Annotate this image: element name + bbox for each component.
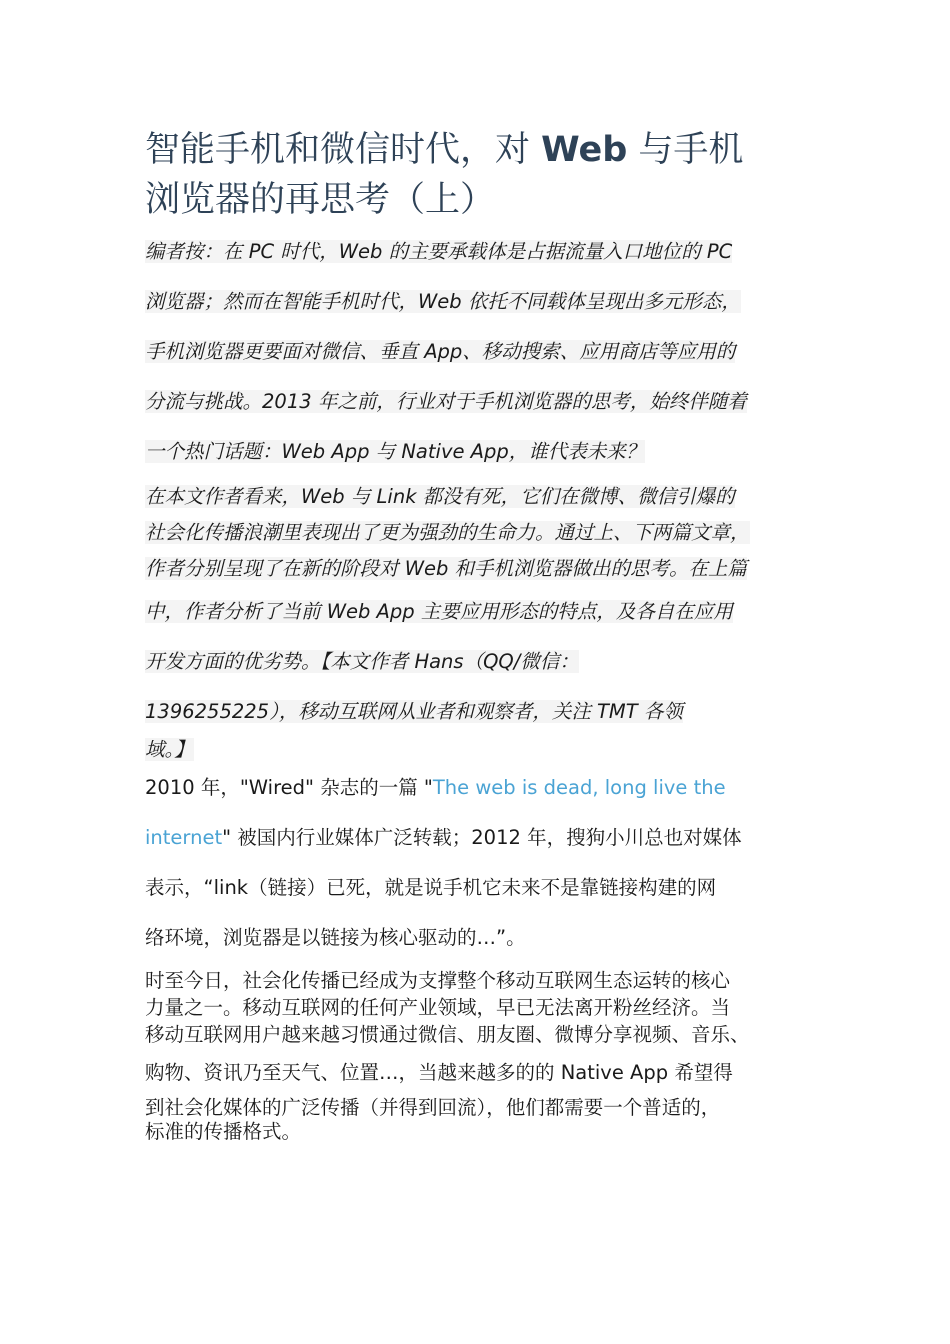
text-line: 编者按：在 PC 时代，Web 的主要承载体是占据流量入口地位的 PC — [145, 240, 733, 263]
social-paragraph — [145, 967, 817, 1145]
text-line: internet" 被国内行业媒体广泛转载；2012 年，搜狗小川总也对媒体 — [145, 826, 742, 849]
text-line: 域。】 — [145, 738, 194, 761]
text-line: 标准的传播格式。 — [145, 1120, 302, 1143]
text-line: 时至今日，社会化传播已经成为支撑整个移动互联网生态运转的核心 — [145, 969, 731, 992]
page-title — [145, 125, 817, 225]
text-line: 到社会化媒体的广泛传播（并得到回流），他们都需要一个普适的， — [145, 1096, 721, 1119]
editor-note — [145, 227, 817, 763]
text-line: 在本文作者看来，Web 与 Link 都没有死，它们在微博、微信引爆的 — [145, 485, 735, 508]
text-line: 移动互联网用户越来越习惯通过微信、朋友圈、微博分享视频、音乐、 — [145, 1023, 750, 1046]
text-line: 购物、资讯乃至天气、位置…，当越来越多的的 Native App 希望得 — [145, 1061, 733, 1084]
text-line: 分流与挑战。2013 年之前，行业对于手机浏览器的思考，始终伴随着 — [145, 390, 747, 413]
text-line: 作者分别呈现了在新的阶段对 Web 和手机浏览器做出的思考。在上篇 — [145, 557, 748, 580]
text-line: 络环境，浏览器是以链接为核心驱动的…”。 — [145, 926, 526, 949]
text-line: 力量之一。移动互联网的任何产业领域，早已无法离开粉丝经济。当 — [145, 996, 731, 1019]
text-line: 2010 年，"Wired" 杂志的一篇 "The web is dead, long live the — [145, 776, 726, 799]
wired-article-link-continued[interactable]: internet — [145, 826, 223, 849]
wired-article-link[interactable]: The web is dead, long live the — [432, 776, 726, 799]
title-line-2: 浏览器的再思考（上） — [145, 180, 496, 220]
editor-note-paragraph-1 — [145, 227, 817, 477]
text-line: 社会化传播浪潮里表现出了更为强劲的生命力。通过上、下两篇文章， — [145, 521, 750, 544]
text-line: 开发方面的优劣势。【本文作者 Hans（QQ/微信： — [145, 650, 579, 673]
text-line: 手机浏览器更要面对微信、垂直 App、移动搜索、应用商店等应用的 — [145, 340, 736, 363]
editor-note-paragraph-2 — [145, 479, 817, 763]
wired-paragraph — [145, 763, 817, 963]
text-line: 表示，“link（链接）已死，就是说手机它未来不是靠链接构建的网 — [145, 876, 717, 899]
title-line-1: 智能手机和微信时代，对 Web 与手机 — [145, 130, 744, 170]
document-page — [145, 125, 817, 1145]
text-line: 中，作者分析了当前 Web App 主要应用形态的特点，及各自在应用 — [145, 600, 733, 623]
text-line: 浏览器；然而在智能手机时代，Web 依托不同载体呈现出多元形态， — [145, 290, 741, 313]
article-body — [145, 763, 817, 1145]
text-line: 1396255225），移动互联网从业者和观察者，关注 TMT 各领 — [145, 700, 683, 723]
text-line: 一个热门话题：Web App 与 Native App，谁代表未来？ — [145, 440, 646, 463]
